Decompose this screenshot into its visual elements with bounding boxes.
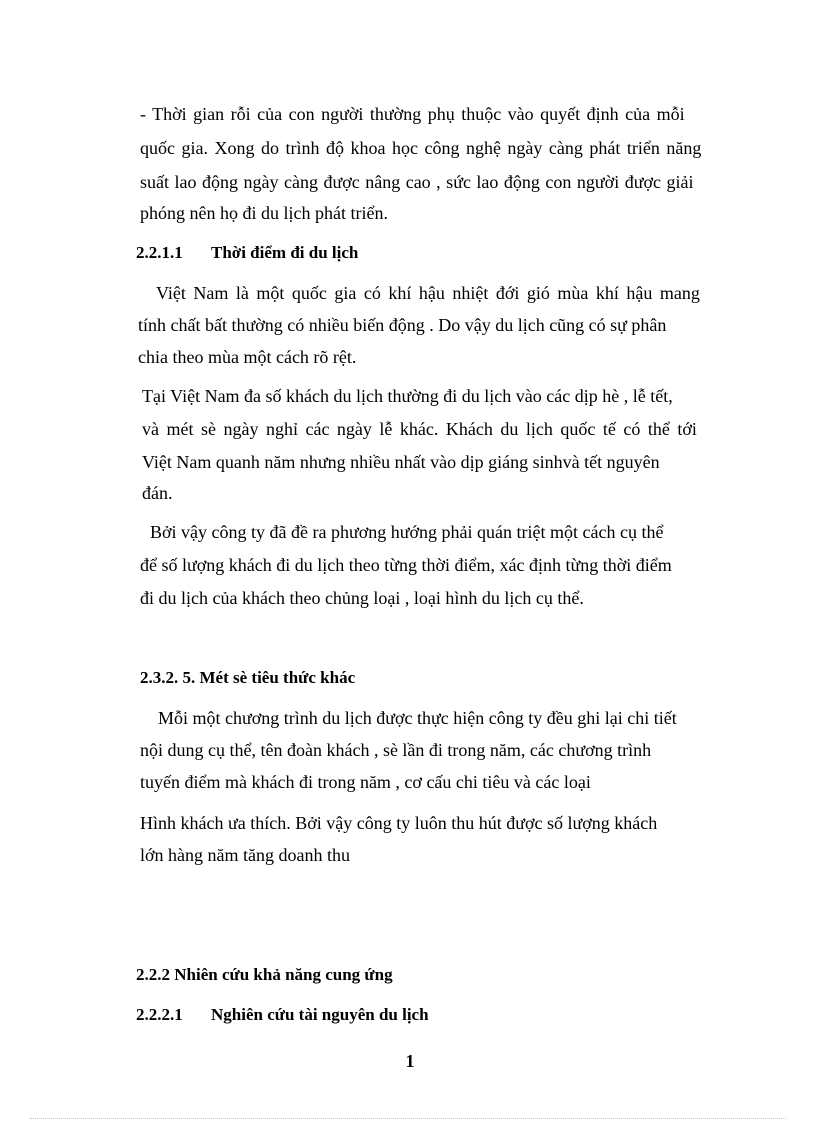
paragraph-5-line-2: nội dung cụ thể, tên đoàn khách , sè lần đi trong năm, các chương trình: [140, 740, 652, 760]
paragraph-6-line-2: lớn hàng năm tăng doanh thu: [140, 845, 350, 865]
paragraph-2-line-3: chia theo mùa một cách rõ rệt.: [138, 347, 357, 367]
paragraph-2-line-2: tính chất bất thường có nhiều biến động . Do vậy du lịch cũng có sự phân: [138, 315, 667, 335]
heading-2-3-2-5: 2.3.2. 5. Mét sè tiêu thức khác: [140, 668, 356, 687]
paragraph-1-line-3: suất lao động ngày càng được nâng cao , sức lao động con người được giải: [140, 172, 694, 192]
paragraph-5-line-3: tuyến điểm mà khách đi trong năm , cơ cấu chi tiêu và các loại: [140, 772, 591, 792]
paragraph-4-line-2: để số lượng khách đi du lịch theo từng thời điểm, xác định từng thời điểm: [140, 555, 672, 575]
heading-2-2-1-1-title: Thời điểm đi du lịch: [211, 243, 359, 262]
paragraph-5-line-1: Mỗi một chương trình du lịch được thực hiện công ty đều ghi lại chi tiết: [158, 708, 677, 728]
page-bottom-divider: [30, 1118, 786, 1119]
page-number: 1: [405, 1051, 415, 1071]
paragraph-2-line-1: Việt Nam là một quốc gia có khí hậu nhiệt đới gió mùa khí hậu mang: [156, 283, 700, 303]
paragraph-4-line-3: đi du lịch của khách theo chủng loại , loại hình du lịch cụ thể.: [140, 588, 584, 608]
paragraph-1-line-4: phóng nên họ đi du lịch phát triển.: [140, 203, 388, 223]
paragraph-3-line-3: Việt Nam quanh năm nhưng nhiều nhất vào dịp giáng sinhvà tết nguyên: [142, 452, 660, 472]
heading-2-2-1-1-number: 2.2.1.1: [136, 243, 183, 262]
paragraph-3-line-1: Tại Việt Nam đa số khách du lịch thường đi du lịch vào các dịp hè , lễ tết,: [142, 386, 673, 406]
paragraph-4-line-1: Bởi vậy công ty đã đề ra phương hướng phải quán triệt một cách cụ thể: [150, 522, 664, 542]
heading-2-2-2-1-title: Nghiên cứu tài nguyên du lịch: [211, 1005, 429, 1024]
paragraph-1-line-2: quốc gia. Xong do trình độ khoa học công nghệ ngày càng phát triển năng: [140, 138, 702, 158]
paragraph-1-line-1: - Thời gian rỗi của con người thường phụ thuộc vào quyết định của mỗi: [140, 104, 685, 124]
heading-2-2-2-1-number: 2.2.2.1: [136, 1005, 183, 1024]
paragraph-3-line-2: và mét sè ngày nghỉ các ngày lễ khác. Khách du lịch quốc tế có thể tới: [142, 419, 697, 439]
paragraph-3-line-4: đán.: [142, 483, 173, 503]
paragraph-6-line-1: Hình khách ưa thích. Bởi vậy công ty luôn thu hút được số lượng khách: [140, 813, 658, 833]
heading-2-2-2: 2.2.2 Nhiên cứu khả năng cung ứng: [136, 965, 393, 984]
